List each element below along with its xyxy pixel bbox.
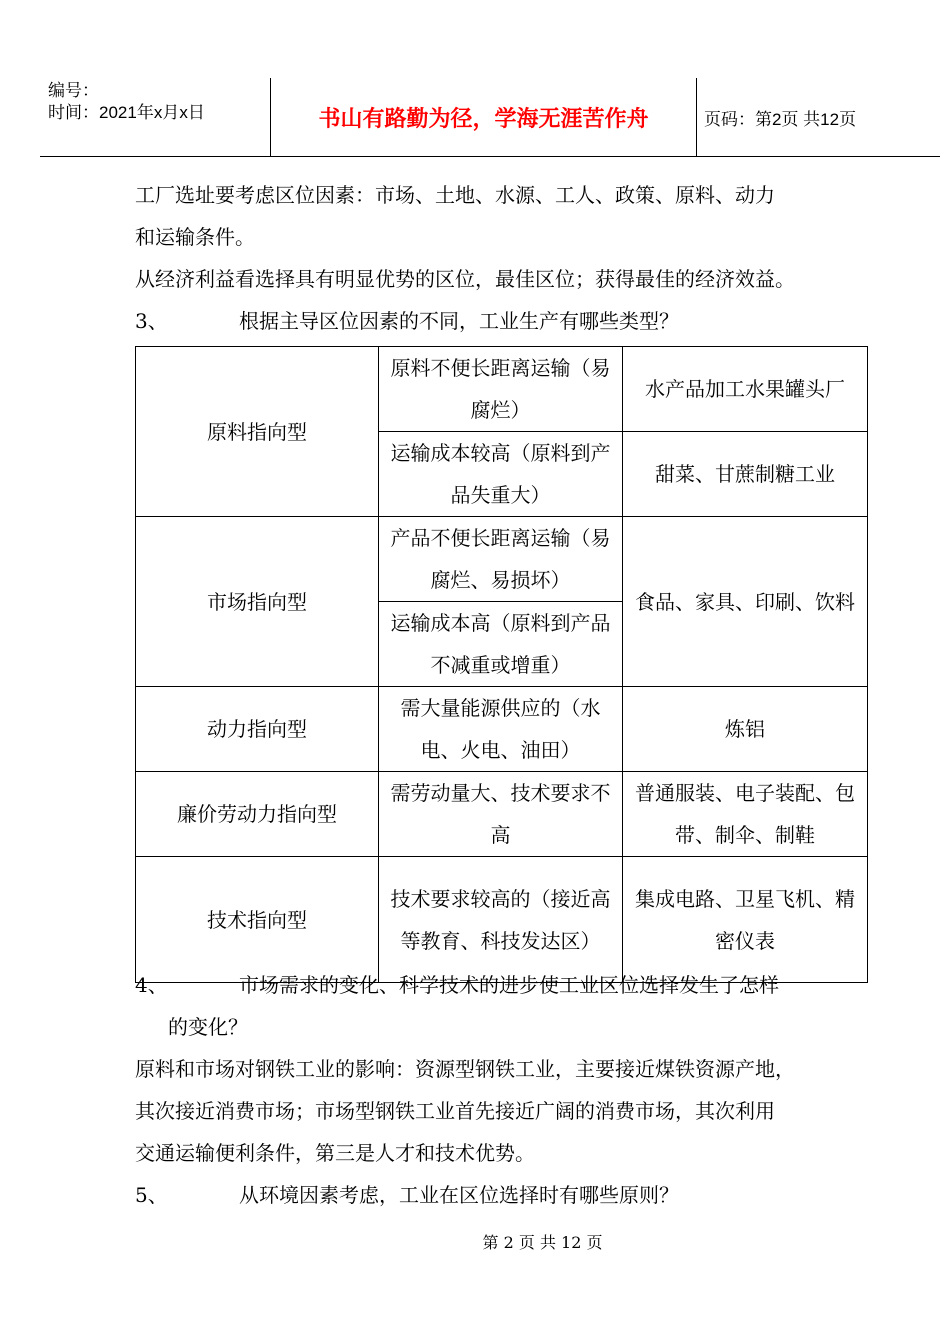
text-line: 和运输条件。	[135, 225, 255, 249]
condition-cell: 运输成本较高（原料到产品失重大）	[379, 432, 623, 517]
header-meta	[48, 80, 268, 124]
question-number: 5、	[135, 1183, 168, 1207]
condition-cell: 产品不便长距离运输（易腐烂、易损坏）	[379, 517, 623, 602]
industry-types-table	[135, 346, 868, 983]
question-text: 从环境因素考虑，工业在区位选择时有哪些原则？	[239, 1183, 679, 1207]
example-cell: 水产品加工水果罐头厂	[623, 347, 868, 432]
number-label: 编号：	[48, 81, 99, 100]
example-cell: 食品、家具、印刷、饮料	[623, 517, 868, 687]
text-line: 工厂选址要考虑区位因素：市场、土地、水源、工人、政策、原料、动力	[135, 183, 775, 207]
question-3	[135, 300, 875, 342]
question-number: 4、	[135, 973, 168, 997]
question-text: 根据主导区位因素的不同，工业生产有哪些类型？	[239, 309, 679, 333]
question-4	[135, 964, 875, 1006]
question-5	[135, 1174, 875, 1216]
question-number: 3、	[135, 309, 168, 333]
paragraph-steel-industry	[135, 1048, 875, 1174]
condition-cell: 技术要求较高的（接近高等教育、科技发达区）	[379, 857, 623, 983]
page-info: 页码：第2页 共12页	[704, 109, 857, 129]
question-text: 市场需求的变化、科学技术的进步使工业区位选择发生了怎样	[239, 973, 779, 997]
page-header	[40, 78, 940, 156]
type-cell: 原料指向型	[136, 347, 379, 517]
type-cell: 市场指向型	[136, 517, 379, 687]
type-cell: 动力指向型	[136, 687, 379, 772]
question-4-continued: 的变化？	[168, 1015, 248, 1039]
example-cell: 普通服装、电子装配、包带、制伞、制鞋	[623, 772, 868, 857]
condition-cell: 需劳动量大、技术要求不高	[379, 772, 623, 857]
time-label: 时间：2021年x月x日	[48, 103, 205, 122]
type-cell: 廉价劳动力指向型	[136, 772, 379, 857]
text-line: 交通运输便利条件，第三是人才和技术优势。	[135, 1141, 535, 1165]
paragraph-economic-benefit: 从经济利益看选择具有明显优势的区位，最佳区位；获得最佳的经济效益。	[135, 267, 795, 291]
text-line: 其次接近消费市场；市场型钢铁工业首先接近广阔的消费市场，其次利用	[135, 1099, 775, 1123]
condition-cell: 运输成本高（原料到产品不减重或增重）	[379, 602, 623, 687]
page-footer	[0, 1230, 950, 1253]
header-divider	[40, 156, 940, 157]
condition-cell: 需大量能源供应的（水电、火电、油田）	[379, 687, 623, 772]
example-cell: 炼铝	[623, 687, 868, 772]
motto: 书山有路勤为径，学海无涯苦作舟	[270, 78, 697, 156]
text-line: 原料和市场对钢铁工业的影响：资源型钢铁工业，主要接近煤铁资源产地，	[135, 1057, 795, 1081]
condition-cell: 原料不便长距离运输（易腐烂）	[379, 347, 623, 432]
paragraph-site-factors	[135, 174, 875, 258]
type-cell: 技术指向型	[136, 857, 379, 983]
example-cell: 集成电路、卫星飞机、精密仪表	[623, 857, 868, 983]
footer-page-number: 第 2 页 共 12 页	[482, 1233, 603, 1252]
example-cell: 甜菜、甘蔗制糖工业	[623, 432, 868, 517]
